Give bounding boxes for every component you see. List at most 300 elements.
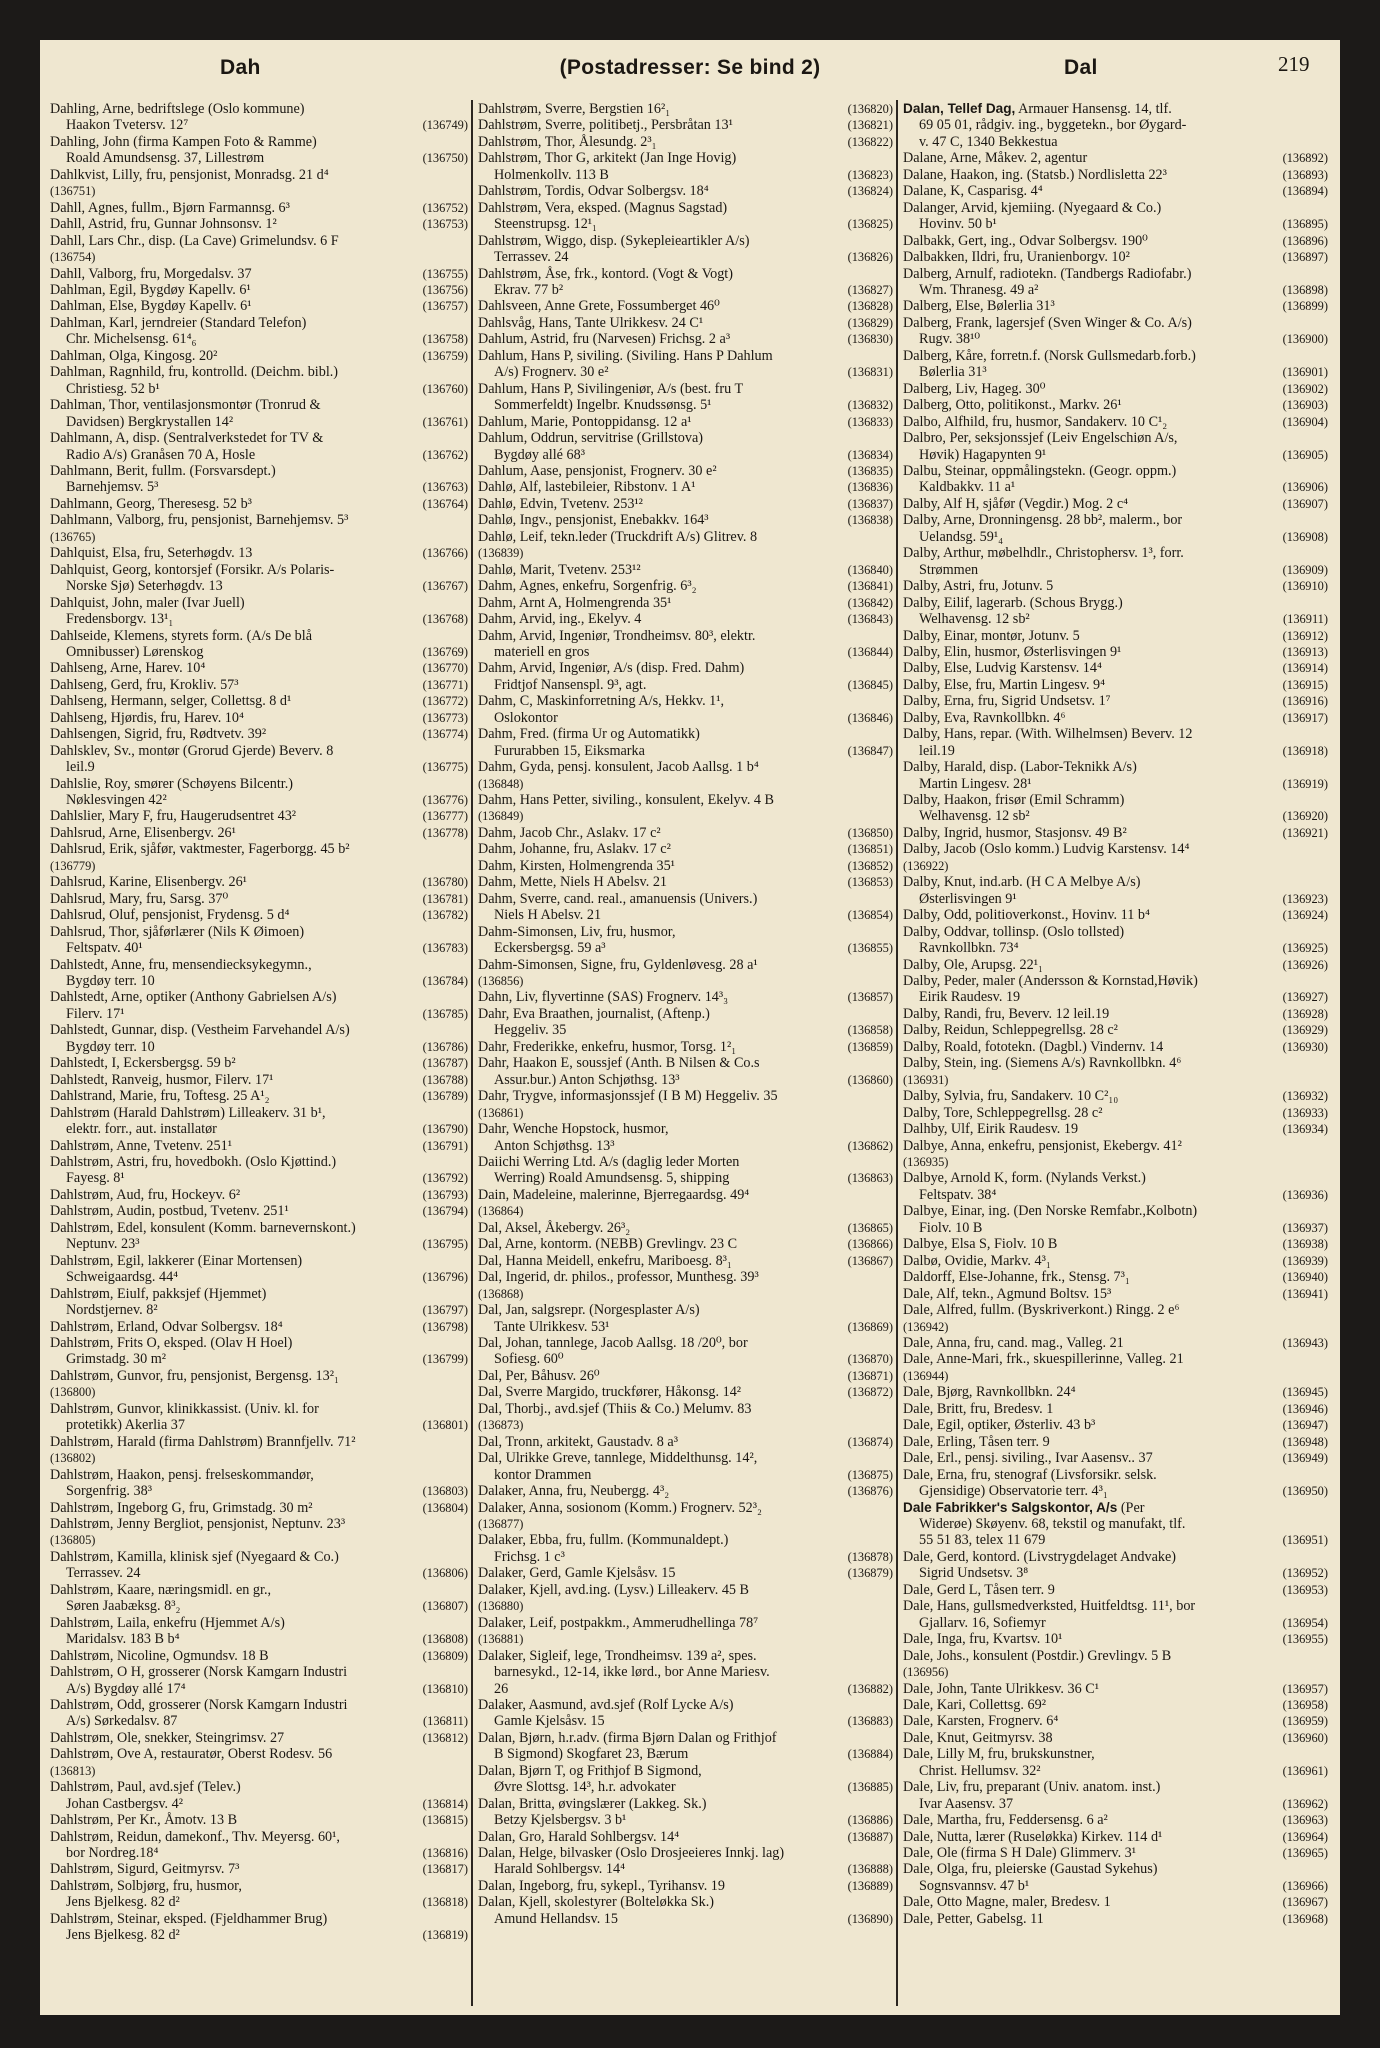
entry-text-line: Dahlstedt, Anne, fru, mensendiecksykegymn., [50,956,312,973]
entry-text-line: Radio A/s) Granåsen 70 A, Hosle [66,446,256,463]
directory-entry [903,924,1328,957]
directory-entry [478,1220,893,1236]
directory-entry [903,1055,1328,1088]
entry-text-line: Dahlum, Hans P, siviling. (Siviling. Hans P Dahlum [478,347,773,364]
entry-phone-number: (136954) [1282,1615,1328,1630]
entry-text-line: Dal, Tronn, arkitekt, Gaustadv. 8 a³ [478,1433,678,1450]
entry-text-line: Dale, Gerd, kontord. (Livstrygdelaget Andvake) [903,1548,1177,1565]
entry-phone-number: (136780) [422,875,468,890]
entry-phone-number: (136948) [1282,1434,1328,1449]
directory-entry [50,1779,468,1812]
directory-entry [478,1697,893,1730]
entry-phone-number: (136812) [422,1730,468,1745]
entry-phone-number: (136768) [422,612,468,627]
directory-entry [903,1302,1328,1335]
entry-phone-number: (136809) [422,1648,468,1663]
entry-phone-number: (136824) [847,184,893,199]
directory-entry [478,183,893,199]
directory-entry [50,776,468,809]
entry-phone-number: (136901) [1282,365,1328,380]
entry-phone-number: (136956) [903,1665,949,1680]
entry-text-line: Dalane, K, Casparisg. 4⁴ [903,183,1043,200]
directory-entry [50,726,468,742]
entry-text-line: Dalby, Randi, fru, Beverv. 12 leil.19 [903,1005,1110,1022]
entry-phone-number: (136940) [1282,1270,1328,1285]
entry-text-line: Oslokontor [494,709,558,726]
directory-entry [903,414,1328,430]
entry-phone-number: (136799) [422,1352,468,1367]
directory-entry [478,479,893,495]
entry-text-line: Dalbye, Elsa S, Fiolv. 10 B [903,1236,1058,1253]
entry-text-line: Dalanger, Arvid, kjemiing. (Nyegaard & Co.) [903,199,1162,216]
directory-entry [50,808,468,824]
entry-text-line: Sigrid Undsetsv. 3⁸ [919,1565,1029,1582]
entry-text-line: bor Nordreg.18⁴ [66,1845,159,1862]
entry-text-line: Dahlstrøm, Wiggo, disp. (Sykepleieartikler A/s) [478,232,750,249]
entry-text-line: 69 05 01, rådgiv. ing., byggetekn., bor Øygard- [919,117,1187,134]
entry-text-line: Dal, Arne, kontorm. (NEBB) Grevlingv. 23 C [478,1236,738,1253]
directory-entry [50,1401,468,1434]
entry-text-line: Dahlsrud, Mary, fru, Sarsg. 37⁰ [50,890,229,907]
entry-phone-number: (136918) [1282,743,1328,758]
entry-phone-number: (136939) [1282,1253,1328,1268]
entry-phone-number: (136756) [422,282,468,297]
entry-phone-number: (136797) [422,1303,468,1318]
entry-phone-number: (136933) [1282,1105,1328,1120]
directory-entry [903,1006,1328,1022]
directory-entry [903,1697,1328,1713]
entry-phone-number: (136860) [847,1072,893,1087]
entry-phone-number: (136772) [422,694,468,709]
directory-entry [478,101,893,117]
entry-text-line: Norske Sjø) Seterhøgdv. 13 [66,578,223,595]
entry-text-line: Dalby, Roald, fototekn. (Dagbl.) Vindernv. 14 [903,1038,1164,1055]
column-divider-1 [471,100,473,2006]
entry-text-line: Welhavensg. 12 sb² [919,808,1030,825]
entry-text-line: Dahr, Haakon E, soussjef (Anth. B Nilsen & Co.s [478,1055,760,1072]
entry-phone-number: (136832) [847,398,893,413]
entry-text-line: Dahm, Johanne, fru, Aslakv. 17 c² [478,841,671,858]
entry-phone-number: (136890) [847,1911,893,1926]
entry-text-line: Wm. Thranesg. 49 a² [919,281,1039,298]
directory-entry [903,874,1328,907]
entry-phone-number: (136751) [50,184,96,199]
entry-phone-number: (136937) [1282,1220,1328,1235]
entry-phone-number: (136820) [847,102,893,116]
entry-text-line: Dalby, Eilif, lagerarb. (Schous Brygg.) [903,594,1123,611]
entry-phone-number: (136913) [1282,644,1328,659]
entry-phone-number: (136894) [1282,184,1328,199]
entry-text-line: Jens Bjelkesg. 82 d² [66,1894,180,1911]
entry-text-line: Dale, Britt, fru, Bredesv. 1 [903,1400,1054,1417]
entry-text-line: Dahlum, Hans P, Sivilingeniør, A/s (best. fru T [478,380,744,397]
entry-text-line: Dale, Otto Magne, maler, Bredesv. 1 [903,1894,1111,1911]
directory-entry [478,1253,893,1269]
directory-entry [50,1105,468,1138]
entry-text-line: Dale, Ole (firma S H Dale) Glimmerv. 3¹ [903,1845,1137,1862]
entry-phone-number: (136803) [422,1484,468,1499]
entry-text-line: Dalaker, Leif, postpakkm., Ammerudhellinga 78⁷ [478,1614,759,1631]
entry-phone-number: (136947) [1282,1418,1328,1433]
entry-phone-number: (136935) [903,1155,949,1169]
directory-entry [478,595,893,611]
entry-text-line: Dalberg, Else, Bølerlia 31³ [903,298,1055,315]
entry-text-line: Dahlstrøm, Audin, postbud, Tvetenv. 251¹ [50,1203,289,1220]
directory-entry [903,315,1328,348]
entry-phone-number: (136765) [50,529,96,544]
entry-phone-number: (136871) [847,1368,893,1383]
entry-text-line: Dalby, Jacob (Oslo komm.) Ludvig Karstensv. 14⁴ [903,841,1190,858]
entry-phone-number: (136869) [847,1319,893,1334]
entry-text-line: Dahlstedt, I, Eckersbergsg. 59 b² [50,1055,236,1072]
entry-phone-number: (136757) [422,299,468,314]
entry-text-line: Dal, Ingerid, dr. philos., professor, Munthesg. 39³ [478,1269,759,1286]
directory-entry [478,792,893,825]
entry-text-line: Dahm, Arnt A, Holmengrenda 35¹ [478,594,672,611]
entry-phone-number: (136791) [422,1138,468,1153]
entry-text-line: Johan Castbergsv. 4² [66,1795,183,1812]
directory-entry [50,364,468,397]
entry-text-line: Dalaker, Anna, fru, Neubergg. 4³₂ [478,1483,670,1500]
entry-phone-number: (136944) [903,1368,949,1383]
entry-phone-number: (136815) [422,1813,468,1828]
directory-entry [478,414,893,430]
entry-phone-number: (136926) [1282,957,1328,972]
entry-text-line: Dalby, Astri, fru, Jotunv. 5 [903,578,1054,595]
entry-text-line: Dahlstrøm, Kamilla, klinisk sjef (Nyegaard & Co.) [50,1548,339,1565]
entry-text-line: Dalby, Peder, maler (Andersson & Kornstad,Høvik) [903,973,1198,990]
entry-phone-number: (136793) [422,1187,468,1202]
entry-text-line: Dahlstrøm, Anne, Tvetenv. 251¹ [50,1137,232,1154]
entry-text-line: Dalberg, Arnulf, radiotekn. (Tandbergs Radiofabr.) [903,265,1192,282]
directory-entry [903,1845,1328,1861]
entry-phone-number: (136897) [1282,250,1328,265]
entry-phone-number: (136789) [422,1089,468,1104]
directory-entry [903,1450,1328,1466]
directory-entry [50,298,468,314]
entry-phone-number: (136845) [847,677,893,692]
entry-phone-number: (136879) [847,1566,893,1581]
directory-entry [903,397,1328,413]
directory-entry [903,1582,1328,1598]
entry-text-line: Feltspatv. 40¹ [66,940,143,957]
directory-entry [903,1779,1328,1812]
entry-phone-number: (136953) [1282,1582,1328,1597]
entry-phone-number: (136864) [478,1204,524,1219]
directory-entry [50,1878,468,1911]
entry-text-line: Dalbakk, Gert, ing., Odvar Solbergsv. 190⁰ [903,232,1148,249]
directory-entry [903,907,1328,923]
entry-phone-number: (136841) [847,579,893,594]
entry-text-line: Hovinv. 50 b¹ [919,216,997,233]
entry-text-line: Dahlstrøm, Laila, enkefru (Hjemmet A/s) [50,1614,285,1631]
entry-text-line: Bølerlia 31³ [919,364,987,381]
entry-text-line: Davidsen) Bergkrystallen 14² [66,413,234,430]
entry-text-line: Dalbakken, Ildri, fru, Uranienborgv. 10² [903,249,1130,266]
directory-entry [478,266,893,299]
entry-text-line: Dahlseng, Arne, Harev. 10⁴ [50,660,206,677]
entry-phone-number: (136872) [847,1385,893,1400]
entry-phone-number: (136878) [847,1549,893,1564]
entry-phone-number: (136790) [422,1122,468,1137]
entry-phone-number: (136911) [1283,612,1328,627]
directory-entry [478,1088,893,1121]
entry-phone-number: (136781) [422,891,468,906]
entry-phone-number: (136889) [847,1878,893,1893]
directory-entry [50,1500,468,1516]
entry-text-line: Dahlstrøm, Harald (firma Dahlstrøm) Brannfjellv. 71² [50,1433,356,1450]
entry-text-line: Dahlman, Else, Bygdøy Kapellv. 6¹ [50,298,252,315]
entry-phone-number: (136895) [1282,217,1328,232]
directory-entry [903,1467,1328,1500]
entry-phone-number: (136908) [1282,529,1328,544]
directory-entry [50,101,468,134]
directory-entry [903,973,1328,1006]
entry-phone-number: (136749) [422,118,468,133]
entry-text-line: Dale Fabrikker's Salgskontor, A/s (Per [903,1499,1145,1516]
directory-page [40,40,1340,2015]
entry-text-line: Dalane, Haakon, ing. (Statsb.) Nordlisletta 22³ [903,166,1167,183]
entry-phone-number: (136826) [847,250,893,265]
entry-phone-number: (136909) [1282,562,1328,577]
entry-text-line: Frichsg. 1 c³ [494,1548,565,1565]
entry-text-line: Dahm, Sverre, cand. real., amanuensis (Univers.) [478,890,758,907]
entry-phone-number: (136932) [1282,1089,1328,1104]
entry-text-line: Eckersbergsg. 59 a³ [494,940,606,957]
entry-text-line: Martin Lingesv. 28¹ [919,775,1032,792]
entry-phone-number: (136767) [422,579,468,594]
entry-text-line: Dahlquist, Georg, kontorsjef (Forsikr. A/s Polaris- [50,561,335,578]
entry-text-line: Dalby, Ingrid, husmor, Stasjonsv. 49 B² [903,824,1127,841]
entry-phone-number: (136853) [847,875,893,890]
entry-phone-number: (136881) [478,1632,524,1647]
directory-entry [478,1039,893,1055]
entry-text-line: Dal, Sverre Margido, truckfører, Håkonsg. 14² [478,1384,742,1401]
directory-entry [478,1236,893,1252]
entry-text-line: Dahlstrøm, Eiulf, pakksjef (Hjemmet) [50,1285,267,1302]
entry-text-line: Dale, Nutta, lærer (Ruseløkka) Kirkev. 114 d¹ [903,1828,1163,1845]
entry-text-line: Dalbro, Per, seksjonssjef (Leiv Engelschiøn A/s, [903,430,1178,447]
directory-entry [50,743,468,776]
directory-entry [50,1730,468,1746]
directory-column-1 [50,101,468,2005]
directory-entry [478,1532,893,1565]
entry-phone-number: (136958) [1282,1697,1328,1712]
entry-phone-number: (136934) [1282,1122,1328,1137]
entry-phone-number: (136816) [422,1846,468,1861]
entry-phone-number: (136798) [422,1319,468,1334]
directory-entry [50,677,468,693]
entry-phone-number: (136785) [422,1006,468,1021]
entry-text-line: Dahm, Mette, Niels H Abelsv. 21 [478,874,668,891]
directory-entry [478,1565,893,1581]
entry-text-line: Dalby, Arne, Dronningensg. 28 bb², malerm., bor [903,512,1183,529]
entry-phone-number: (136821) [847,118,893,133]
entry-text-line: Dahlstrøm, Ole, snekker, Steingrimsv. 27 [50,1729,285,1746]
directory-entry [50,233,468,266]
directory-entry [903,348,1328,381]
directory-entry [903,167,1328,183]
entry-text-line: Dalby, Arthur, møbelhdlr., Christophersv. 1³, forr. [903,545,1184,562]
directory-entry [903,1384,1328,1400]
directory-entry [478,463,893,479]
entry-text-line: 26 [494,1680,509,1697]
directory-entry [903,298,1328,314]
entry-text-line: Roald Amundsensg. 37, Lillestrøm [66,150,265,167]
entry-text-line: Dale, Egil, optiker, Østerliv. 43 b³ [903,1417,1096,1434]
entry-text-line: Dahlstrøm, Solbjørg, fru, husmor, [50,1877,242,1894]
entry-text-line: Dalby, Knut, ind.arb. (H C A Melbye A/s) [903,874,1141,891]
directory-entry [903,101,1328,150]
directory-column-3 [903,101,1328,2005]
entry-phone-number: (136849) [478,809,524,824]
entry-text-line: Dahlsrud, Oluf, pensjonist, Frydensg. 5 d⁴ [50,907,290,924]
entry-text-line: Dahlslier, Mary F, fru, Haugerudsentret 43² [50,808,297,825]
entry-text-line: Terrassev. 24 [494,249,569,266]
directory-entry [478,1878,893,1894]
entry-phone-number: (136862) [847,1138,893,1153]
entry-text-line: Dalberg, Liv, Hageg. 30⁰ [903,380,1046,397]
directory-entry [478,1121,893,1154]
entry-text-line: Dale, Erling, Tåsen terr. 9 [903,1433,1050,1450]
entry-phone-number: (136843) [847,612,893,627]
entry-text-line: Dahlstrøm, Egil, lakkerer (Einar Mortensen) [50,1252,303,1269]
entry-text-line: Dal, Jan, salgsrepr. (Norgesplaster A/s) [478,1302,700,1319]
entry-text-line: Dahm, Fred. (firma Ur og Automatikk) [478,726,700,743]
directory-entry [50,660,468,676]
entry-text-line: Dahlø, Edvin, Tvetenv. 253¹² [478,495,643,512]
entry-text-line: Fayesg. 8¹ [66,1170,125,1187]
entry-text-line: Ivar Aasensv. 37 [919,1795,1014,1812]
entry-text-line: Dahlsklev, Sv., montør (Grorud Gjerde) Beverv. 8 [50,742,334,759]
entry-phone-number: (136873) [478,1418,524,1433]
entry-text-line: Dahr, Frederikke, enkefru, husmor, Torsg. 1²₁ [478,1038,737,1055]
directory-entry [478,611,893,627]
directory-entry [478,1450,893,1483]
entry-text-line: Dahlstrøm, Odd, grosserer (Norsk Kamgarn Industri [50,1696,348,1713]
directory-entry [903,200,1328,233]
entry-phone-number: (136840) [847,562,893,577]
entry-phone-number: (136763) [422,480,468,495]
directory-entry [478,1730,893,1763]
entry-phone-number: (136930) [1282,1039,1328,1054]
entry-text-line: Uelandsg. 59¹₄ [919,528,1004,545]
directory-entry [903,1894,1328,1910]
entry-phone-number: (136802) [50,1451,96,1466]
entry-text-line: Schweigaardsg. 44⁴ [66,1269,179,1286]
directory-entry [50,710,468,726]
entry-text-line: Dahlum, Oddrun, servitrise (Grillstova) [478,430,703,447]
entry-phone-number: (136910) [1282,579,1328,594]
entry-phone-number: (136887) [847,1829,893,1844]
entry-phone-number: (136959) [1282,1714,1328,1729]
entry-phone-number: (136877) [478,1516,524,1531]
entry-phone-number: (136786) [422,1039,468,1054]
directory-entry [50,266,468,282]
entry-text-line: Bygdøy terr. 10 [66,973,155,990]
directory-entry [50,512,468,545]
entry-phone-number: (136936) [1282,1187,1328,1202]
entry-text-line: Dalan, Gro, Harald Sohlbergsv. 14⁴ [478,1828,680,1845]
directory-entry [478,315,893,331]
directory-entry [478,512,893,528]
entry-phone-number: (136967) [1282,1895,1328,1910]
entry-text-line: Heggeliv. 35 [494,1022,567,1039]
entry-phone-number: (136784) [422,974,468,989]
directory-entry [903,759,1328,792]
entry-phone-number: (136919) [1282,776,1328,791]
entry-phone-number: (136892) [1282,151,1328,166]
directory-entry [478,628,893,661]
entry-phone-number: (136865) [847,1220,893,1235]
entry-phone-number: (136755) [422,266,468,281]
entry-phone-number: (136883) [847,1714,893,1729]
entry-text-line: Dahlman, Egil, Bygdøy Kapellv. 6¹ [50,281,251,298]
entry-text-line: Dale, Inga, fru, Kvartsv. 10¹ [903,1631,1063,1648]
directory-entry [903,1598,1328,1631]
entry-phone-number: (136946) [1282,1401,1328,1416]
entry-text-line: Dahlsengen, Sigrid, fru, Rødtvetv. 39² [50,726,267,743]
entry-phone-number: (136857) [847,990,893,1005]
directory-entry [50,628,468,661]
entry-text-line: Dahr, Wenche Hopstock, husmor, [478,1121,669,1138]
entry-text-line: Dahlstrøm, Astri, fru, hovedbokh. (Oslo Kjøttind.) [50,1154,337,1170]
entry-phone-number: (136800) [50,1385,96,1400]
entry-text-line: Amund Hellandsv. 15 [494,1910,618,1927]
directory-entry [903,628,1328,644]
directory-entry [50,1697,468,1730]
entry-phone-number: (136844) [847,644,893,659]
directory-entry [903,1335,1328,1351]
directory-entry [478,989,893,1005]
entry-text-line: Dalaker, Anna, sosionom (Komm.) Frognerv. 52³₂ [478,1499,762,1516]
directory-entry [50,562,468,595]
entry-text-line: Dahlum, Astrid, fru (Narvesen) Frichsg. 2 a³ [478,331,731,348]
entry-phone-number: (136966) [1282,1878,1328,1893]
entry-text-line: Dahm, Hans Petter, siviling., konsulent, Ekelyv. 4 B [478,792,775,809]
entry-phone-number: (136850) [847,825,893,840]
directory-entry [50,957,468,990]
entry-text-line: Betzy Kjelsbergsv. 3 b¹ [494,1812,627,1829]
entry-phone-number: (136783) [422,941,468,956]
entry-text-line: Dahlsveen, Anne Grete, Fossumberget 46⁰ [478,298,720,315]
directory-entry [903,1105,1328,1121]
entry-phone-number: (136916) [1282,694,1328,709]
entry-text-line: Dalby, Stein, ing. (Siemens A/s) Ravnkollbkn. 4⁶ [903,1055,1182,1072]
entry-text-line: Dalberg, Otto, politikonst., Markv. 26¹ [903,397,1122,414]
entry-phone-number: (136817) [422,1862,468,1877]
entry-text-line: Dale, Lilly M, fru, brukskunstner, [903,1746,1095,1763]
entry-text-line: Dalbye, Arnold K, form. (Nylands Verkst.) [903,1170,1146,1187]
entry-phone-number: (136925) [1282,941,1328,956]
directory-entry [903,841,1328,874]
entry-text-line: Dahlstrøm, Per Kr., Åmotv. 13 B [50,1812,238,1829]
entry-phone-number: (136828) [847,299,893,314]
entry-text-line: Eirik Raudesv. 19 [919,989,1021,1006]
directory-entry [478,1615,893,1648]
entry-text-line: Dalan, Tellef Dag, Armauer Hansensg. 14, tlf. [903,101,1172,117]
directory-entry [478,693,893,726]
entry-text-line: Sognsvannsv. 47 b¹ [919,1877,1030,1894]
entry-text-line: Høvik) Hagapynten 9¹ [919,446,1047,463]
entry-text-line: Dahr, Eva Braathen, journalist, (Aftenp.) [478,1005,710,1022]
entry-text-line: Grimstadg. 30 m² [66,1351,167,1368]
entry-phone-number: (136938) [1282,1237,1328,1252]
entry-phone-number: (136778) [422,825,468,840]
directory-entry [903,825,1328,841]
entry-phone-number: (136923) [1282,891,1328,906]
entry-phone-number: (136771) [422,677,468,692]
